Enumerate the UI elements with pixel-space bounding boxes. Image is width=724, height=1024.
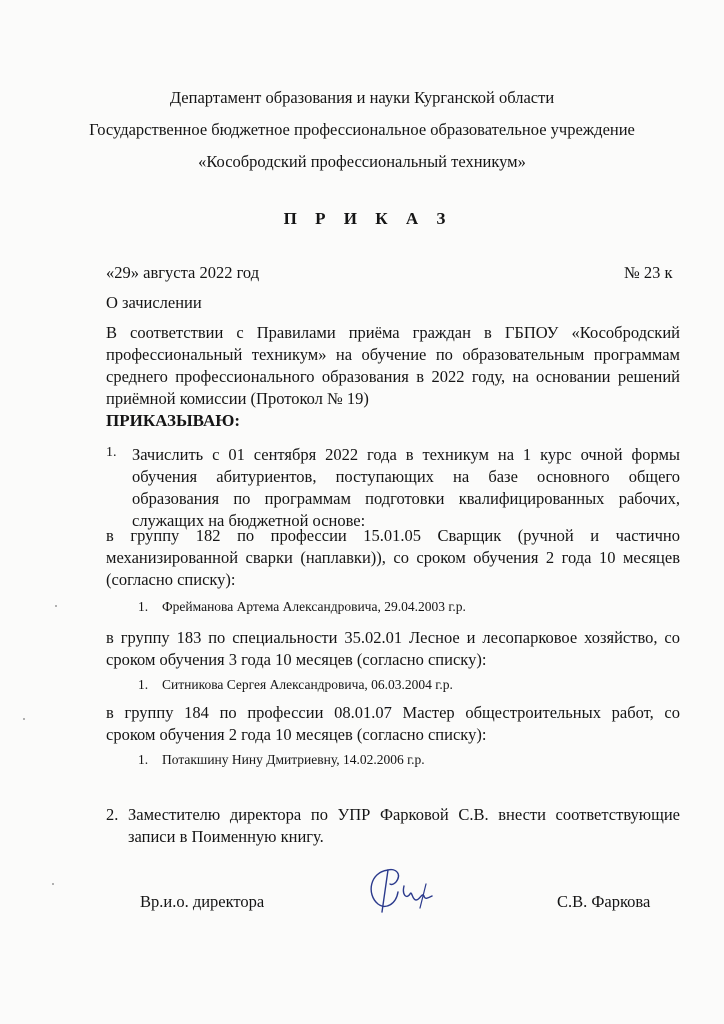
group-line: сроком обучения 3 года 10 месяцев (согласно списку): — [106, 650, 487, 669]
student-name: Фрейманова Артема Александровича, 29.04.2003 г.р. — [162, 599, 466, 614]
group-183-paragraph — [106, 627, 680, 671]
signatory-name: С.В. Фаркова — [557, 892, 651, 911]
scan-speck — [23, 718, 25, 720]
student-number: 1. — [138, 677, 149, 692]
item2-line: Заместителю директора по УПР Фарковой С.В. внести соответствующие — [128, 805, 680, 824]
group-line: в группу 183 по специальности 35.02.01 Лесное и лесопарковое хозяйство, со — [106, 628, 680, 647]
order-subject: О зачислении — [106, 293, 202, 312]
item1-line: обучения абитуриентов, поступающих на базе основного общего — [132, 467, 680, 486]
group-line: в группу 182 по профессии 15.01.05 Сварщик (ручной и частично — [106, 526, 680, 545]
preamble-line: среднего профессионального образования в 2022 году, на основании решений — [106, 367, 680, 386]
header-department: Департамент образования и науки Курганской области — [169, 88, 555, 107]
student-list-item — [138, 677, 453, 693]
student-name: Потакшину Нину Дмитриевну, 14.02.2006 г.р. — [162, 752, 425, 767]
item1-line: служащих на бюджетной основе: — [132, 511, 366, 530]
group-line: (согласно списку): — [106, 570, 236, 589]
preamble-line: профессиональный техникум» на обучение по образовательным программам — [106, 345, 680, 364]
order-number: № 23 к — [624, 263, 673, 282]
order-date: «29» августа 2022 год — [106, 263, 260, 282]
preamble-paragraph — [106, 322, 680, 410]
item1-paragraph — [132, 444, 680, 532]
student-name: Ситникова Сергея Александровича, 06.03.2004 г.р. — [162, 677, 453, 692]
item1-line: образования по программам подготовки квалифицированных рабочих, — [132, 489, 680, 508]
header-institution-type: Государственное бюджетное профессиональное образовательное учреждение — [89, 120, 635, 139]
item2-number: 2. — [106, 805, 119, 824]
item2-paragraph — [128, 804, 680, 848]
document-title: П Р И К А З — [283, 209, 453, 228]
item2-line: записи в Поименную книгу. — [128, 827, 324, 846]
preamble-line: В соответствии с Правилами приёма граждан в ГБПОУ «Кособродский — [106, 323, 680, 342]
student-list-item — [138, 752, 425, 768]
header-institution-name: «Кособродский профессиональный техникум» — [198, 152, 526, 171]
group-184-paragraph — [106, 702, 680, 746]
group-line: механизированной сварки (наплавки)), со сроком обучения 2 года 10 месяцев — [106, 548, 680, 567]
handwritten-signature — [362, 860, 462, 916]
student-list-item — [138, 599, 466, 615]
decree-word: ПРИКАЗЫВАЮ: — [106, 411, 241, 430]
item1-line: Зачислить с 01 сентября 2022 года в техникум на 1 курс очной формы — [132, 445, 680, 464]
student-number: 1. — [138, 752, 149, 767]
group-182-paragraph — [106, 525, 680, 591]
group-line: сроком обучения 2 года 10 месяцев (согласно списку): — [106, 725, 487, 744]
student-number: 1. — [138, 599, 149, 614]
signatory-position: Вр.и.о. директора — [140, 892, 265, 911]
preamble-line: приёмной комиссии (Протокол № 19) — [106, 389, 369, 408]
item1-number: 1. — [106, 445, 117, 460]
scan-speck — [55, 605, 57, 607]
scan-speck — [52, 883, 54, 885]
group-line: в группу 184 по профессии 08.01.07 Мастер общестроительных работ, со — [106, 703, 680, 722]
